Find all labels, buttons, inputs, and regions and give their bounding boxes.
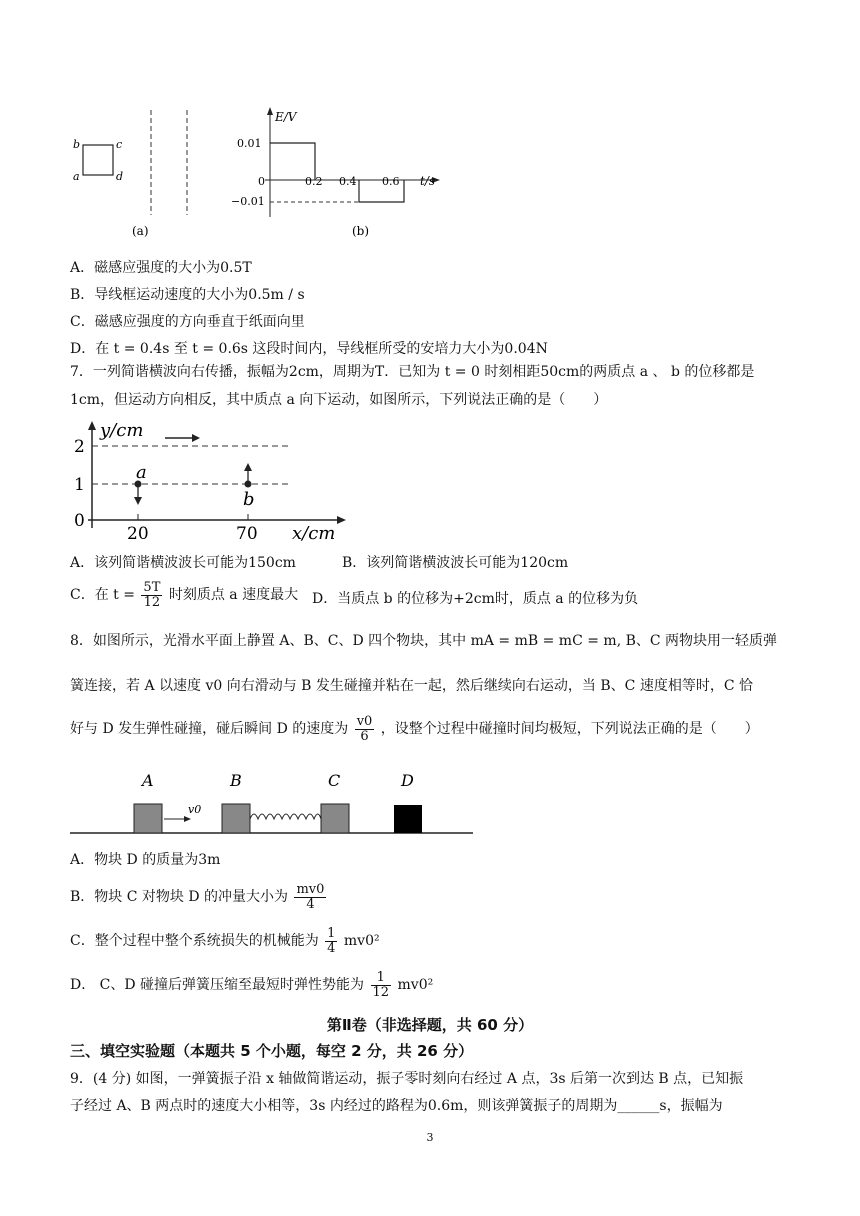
y1: 1 (74, 475, 85, 495)
label-d: D (401, 771, 414, 790)
y2: 2 (74, 437, 85, 457)
x70: 70 (236, 524, 258, 543)
figure-8 (68, 768, 478, 838)
q7-stem: 7．一列简谐横波向右传播，振幅为2cm，周期为T．已知为 t = 0 时刻相距50cm的两质点 a 、 b 的位移都是1cm，但运动方向相反，其中质点 a 向下运动，如图所示，下列说法正确的是（ ） (70, 364, 755, 408)
label-d: d (116, 170, 124, 183)
label-c: c (116, 138, 123, 151)
fraction-v0-6: $\frac{v0}{6}$ (356, 713, 373, 744)
q8-option-c: C．整个过程中整个系统损失的机械能为 $\frac{1}{4}$ mv0² (70, 925, 380, 956)
page-number: 3 (426, 1131, 434, 1144)
ytick-zero: 0 (258, 175, 265, 188)
point-b: b (243, 489, 255, 510)
xlabel: t/s (420, 174, 436, 188)
label-b: B (230, 771, 242, 790)
q7-option-b: B．该列简谐横波波长可能为120cm (342, 555, 569, 571)
q6-option-b: B．导线框运动速度的大小为0.5m / s (70, 287, 305, 303)
caption-b: (b) (352, 224, 370, 238)
q6-option-a: A．磁感应强度的大小为0.5T (70, 260, 252, 276)
label-v0: v0 (188, 803, 202, 816)
x20: 20 (127, 524, 149, 543)
fraction-mv0-4: $\frac{mv0}{4}$ (296, 881, 325, 912)
y0: 0 (74, 511, 85, 531)
ytick-pos: 0.01 (237, 137, 262, 150)
q6-option-d: D．在 t = 0.4s 至 t = 0.6s 这段时间内，导线框所受的安培力大小为0.04N (70, 341, 548, 357)
ylabel: E/V (275, 110, 297, 124)
q8-line1: 8．如图所示，光滑水平面上静置 A、B、C、D 四个物块，其中 mA = mB = mC = m, B、C 两物块用一轻质弹 (70, 633, 778, 649)
q8-line3: 好与 D 发生弹性碰撞，碰后瞬间 D 的速度为 $\frac{v0}{6}$ ，设整个过程中碰撞时间均极短，下列说法正确的是（ ） (70, 713, 759, 744)
q9-line2: 子经过 A、B 两点时的速度大小相等，3s 内经过的路程为0.6m，则该弹簧振子的周期为______s，振幅为 (70, 1098, 723, 1114)
xlabel: x/cm (292, 523, 336, 543)
q7-option-d: D．当质点 b 的位移为+2cm时，质点 a 的位移为负 (312, 591, 639, 607)
ylabel: y/cm (100, 420, 144, 441)
label-a: a (73, 170, 80, 183)
xtick-06: 0.6 (382, 175, 400, 188)
figure-6a (70, 105, 210, 245)
fraction-1-12: $\frac{1}{12}$ (372, 969, 390, 1000)
q7-option-a: A．该列简谐横波波长可能为150cm (70, 555, 296, 571)
point-a: a (136, 462, 147, 483)
ytick-neg: −0.01 (231, 195, 265, 208)
part2-title: 第Ⅱ卷（非选择题，共 60 分） (326, 1016, 534, 1034)
label-c: C (328, 771, 341, 790)
q6-option-c: C．磁感应强度的方向垂直于纸面向里 (70, 314, 305, 330)
caption-a: (a) (132, 224, 149, 238)
q8-option-b: B．物块 C 对物块 D 的冲量大小为 $\frac{mv0}{4}$ (70, 881, 325, 912)
q7-option-c: C．在 t = $\frac{5T}{12}$ 时刻质点 a 速度最大 (70, 579, 299, 610)
q8-option-a: A．物块 D 的质量为3m (70, 852, 221, 868)
label-b: b (73, 138, 81, 151)
xtick-04: 0.4 (339, 175, 357, 188)
fraction-5t-12: $\frac{5T}{12}$ (143, 579, 161, 610)
q8-option-d: D． C、D 碰撞后弹簧压缩至最短时弹性势能为 $\frac{1}{12}$ mv0² (70, 969, 434, 1000)
q8-line2: 簧连接，若 A 以速度 v0 向右滑动与 B 发生碰撞并粘在一起，然后继续向右运动，当 B、C 速度相等时，C 恰 (70, 678, 753, 694)
label-a: A (142, 771, 154, 790)
fraction-1-4: $\frac{1}{4}$ (327, 925, 336, 956)
xtick-02: 0.2 (305, 175, 323, 188)
q9-line1: 9．(4 分) 如图，一弹簧振子沿 x 轴做简谐运动，振子零时刻向右经过 A 点，3s 后第一次到达 B 点，已知振 (70, 1071, 744, 1087)
section3-title: 三、填空实验题（本题共 5 个小题，每空 2 分，共 26 分） (70, 1042, 474, 1060)
figure-7 (70, 418, 360, 543)
figure-6b (225, 105, 450, 245)
